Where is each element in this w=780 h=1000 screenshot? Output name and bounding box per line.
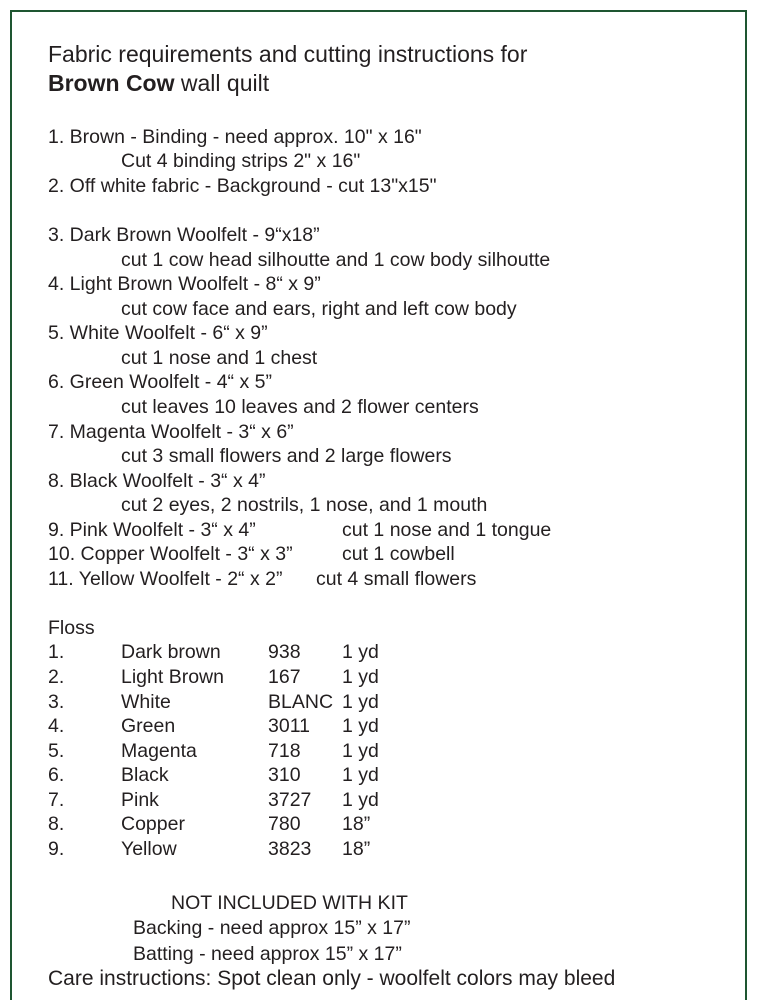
item-1: 1. Brown - Binding - need approx. 10" x 16" <box>48 126 422 148</box>
floss-code: BLANC <box>268 691 334 713</box>
floss-code: 938 <box>268 641 301 663</box>
floss-color: Copper <box>121 813 185 835</box>
batting-requirement: Batting - need approx 15” x 17” <box>133 943 402 965</box>
floss-amount: 1 yd <box>342 691 379 713</box>
floss-number: 7. <box>48 789 65 811</box>
floss-code: 310 <box>268 764 301 786</box>
item-3-cut: cut 1 cow head silhoutte and 1 cow body silhoutte <box>121 249 551 271</box>
item-8: 8. Black Woolfelt - 3“ x 4” <box>48 470 266 492</box>
floss-amount: 1 yd <box>342 641 379 663</box>
floss-color: Pink <box>121 789 159 811</box>
item-4: 4. Light Brown Woolfelt - 8“ x 9” <box>48 273 321 295</box>
floss-code: 3823 <box>268 838 312 860</box>
title-quilt-name: Brown Cow <box>48 70 175 96</box>
floss-code: 167 <box>268 666 301 688</box>
floss-amount: 18” <box>342 813 371 835</box>
floss-number: 2. <box>48 666 65 688</box>
item-3: 3. Dark Brown Woolfelt - 9“x18” <box>48 224 320 246</box>
floss-color: Black <box>121 764 169 786</box>
item-1-cut: Cut 4 binding strips 2" x 16" <box>121 150 361 172</box>
floss-code: 718 <box>268 740 301 762</box>
floss-amount: 1 yd <box>342 666 379 688</box>
title-line-2 <box>48 69 269 97</box>
item-7-cut: cut 3 small flowers and 2 large flowers <box>121 445 452 467</box>
floss-color: Green <box>121 715 176 737</box>
item-9-cut: cut 1 nose and 1 tongue <box>342 519 552 541</box>
floss-code: 780 <box>268 813 301 835</box>
item-11: 11. Yellow Woolfelt - 2“ x 2” <box>48 568 283 590</box>
title-line-1: Fabric requirements and cutting instructions for <box>48 41 528 67</box>
floss-color: White <box>121 691 171 713</box>
floss-number: 4. <box>48 715 65 737</box>
item-4-cut: cut cow face and ears, right and left cow body <box>121 298 517 320</box>
floss-number: 3. <box>48 691 65 713</box>
floss-amount: 1 yd <box>342 715 379 737</box>
floss-amount: 1 yd <box>342 789 379 811</box>
floss-amount: 1 yd <box>342 764 379 786</box>
item-6: 6. Green Woolfelt - 4“ x 5” <box>48 371 272 393</box>
item-9: 9. Pink Woolfelt - 3“ x 4” <box>48 519 256 541</box>
floss-amount: 1 yd <box>342 740 379 762</box>
item-8-cut: cut 2 eyes, 2 nostrils, 1 nose, and 1 mouth <box>121 494 488 516</box>
floss-color: Dark brown <box>121 641 221 663</box>
floss-code: 3727 <box>268 789 312 811</box>
floss-color: Yellow <box>121 838 177 860</box>
floss-amount: 18” <box>342 838 371 860</box>
item-11-cut: cut 4 small flowers <box>316 568 477 590</box>
item-10-cut: cut 1 cowbell <box>342 543 455 565</box>
title-suffix: wall quilt <box>174 70 270 96</box>
floss-number: 8. <box>48 813 65 835</box>
item-2: 2. Off white fabric - Background - cut 13"x15" <box>48 175 437 197</box>
item-10: 10. Copper Woolfelt - 3“ x 3” <box>48 543 293 565</box>
item-5-cut: cut 1 nose and 1 chest <box>121 347 318 369</box>
floss-number: 5. <box>48 740 65 762</box>
item-6-cut: cut leaves 10 leaves and 2 flower centers <box>121 396 479 418</box>
floss-color: Light Brown <box>121 666 224 688</box>
floss-number: 1. <box>48 641 65 663</box>
care-instructions: Care instructions: Spot clean only - woolfelt colors may bleed <box>48 967 616 990</box>
floss-number: 6. <box>48 764 65 786</box>
floss-heading: Floss <box>48 617 95 639</box>
floss-number: 9. <box>48 838 65 860</box>
floss-color: Magenta <box>121 740 197 762</box>
item-5: 5. White Woolfelt - 6“ x 9” <box>48 322 268 344</box>
item-7: 7. Magenta Woolfelt - 3“ x 6” <box>48 421 294 443</box>
floss-code: 3011 <box>268 715 310 737</box>
not-included-heading: NOT INCLUDED WITH KIT <box>171 892 408 914</box>
backing-requirement: Backing - need approx 15” x 17” <box>133 917 411 939</box>
